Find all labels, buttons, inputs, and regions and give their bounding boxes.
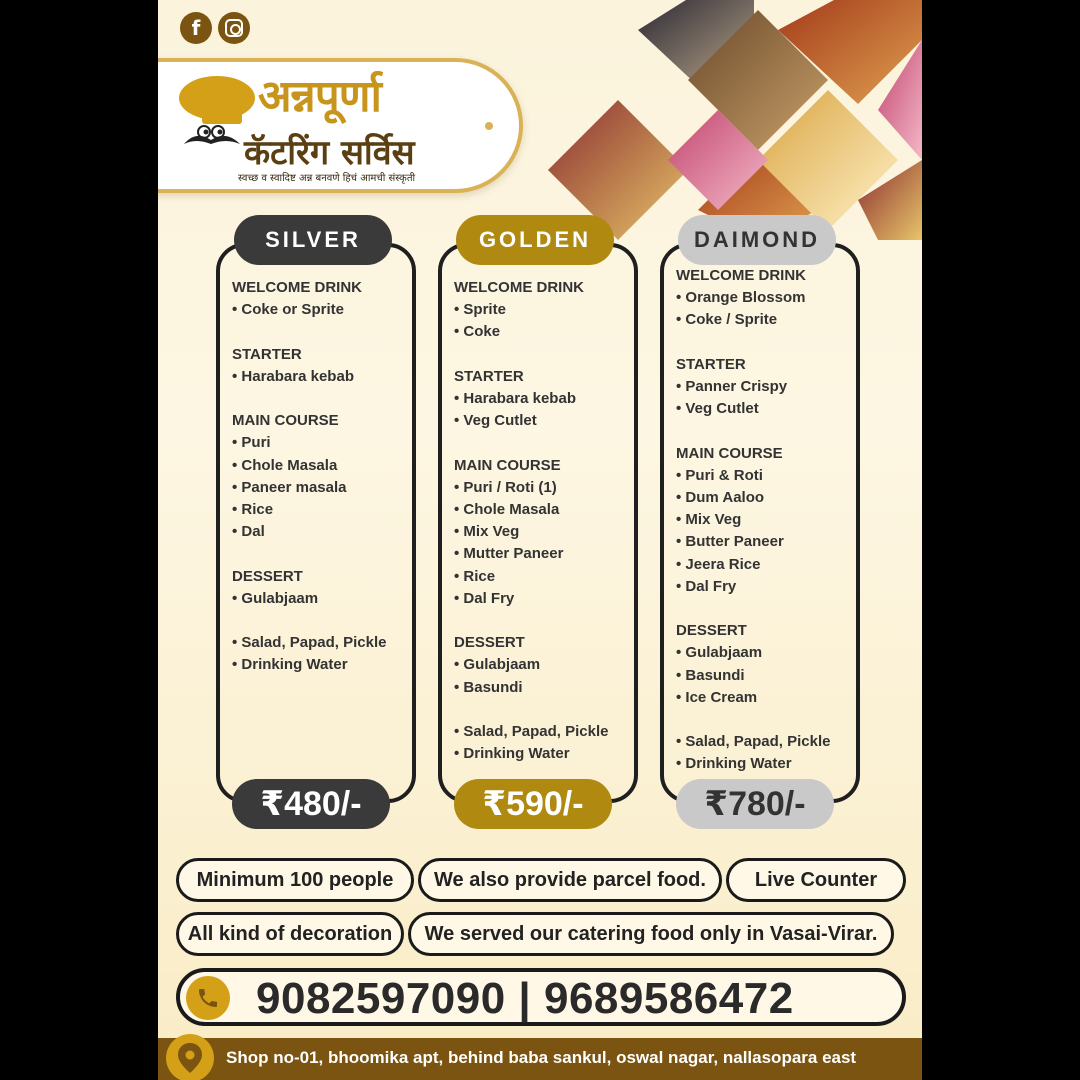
package-menu	[676, 265, 856, 798]
menu-section-heading: DESSERT	[454, 634, 525, 652]
menu-item: • Basundi	[676, 666, 745, 684]
menu-item: • Puri / Roti (1)	[454, 478, 557, 496]
menu-section	[454, 455, 634, 610]
package-menu	[454, 277, 634, 788]
menu-item: • Drinking Water	[454, 745, 570, 763]
menu-section	[454, 632, 634, 699]
menu-item: • Drinking Water	[232, 656, 348, 674]
menu-item: • Rice	[454, 567, 496, 585]
menu-item: • Jeera Rice	[676, 555, 761, 573]
catering-poster	[158, 0, 922, 1080]
facebook-icon[interactable]	[180, 12, 212, 44]
feature-min-people: Minimum 100 people	[176, 858, 414, 902]
feature-service-area: We served our catering food only in Vasai-Virar.	[408, 912, 894, 956]
menu-item: • Coke or Sprite	[232, 301, 344, 319]
menu-item: • Ice Cream	[676, 688, 758, 706]
package-price: ₹590/-	[454, 779, 612, 829]
menu-item: • Gulabjaam	[454, 656, 541, 674]
menu-section	[232, 344, 412, 388]
menu-section-heading: MAIN COURSE	[676, 444, 783, 462]
menu-item: • Harabara kebab	[454, 390, 576, 407]
phone-icon[interactable]	[186, 976, 230, 1020]
menu-item: • Basundi	[454, 678, 523, 696]
phone-bar	[176, 968, 906, 1026]
menu-item: • Veg Cutlet	[454, 412, 537, 430]
phone-numbers[interactable]: 9082597090 | 9689586472	[256, 974, 794, 1023]
address-text: Shop no-01, bhoomika apt, behind baba sankul, oswal nagar, nallasopara east	[226, 1048, 857, 1067]
menu-item: • Mix Veg	[454, 523, 520, 541]
menu-item: • Coke / Sprite	[676, 311, 778, 329]
menu-item: • Mutter Paneer	[454, 545, 564, 563]
menu-section-heading: STARTER	[676, 355, 746, 373]
menu-item: • Rice	[232, 501, 274, 518]
location-pin-icon	[166, 1034, 214, 1080]
menu-section-heading: STARTER	[232, 345, 302, 363]
menu-section	[676, 265, 856, 332]
menu-item: • Dum Aaloo	[676, 489, 765, 506]
menu-section-heading: DESSERT	[232, 567, 303, 585]
feature-decoration: All kind of decoration	[176, 912, 404, 956]
menu-item: • Butter Paneer	[676, 533, 784, 551]
package-title: SILVER	[234, 215, 392, 265]
brand-name-line2: कॅटरिंग सर्विस	[244, 133, 415, 173]
menu-section	[676, 731, 856, 775]
menu-item: • Puri & Roti	[676, 466, 763, 484]
menu-section-heading: WELCOME DRINK	[676, 267, 806, 284]
menu-item: • Orange Blossom	[676, 289, 806, 307]
feature-parcel-food: We also provide parcel food.	[418, 858, 722, 902]
menu-section	[676, 354, 856, 421]
menu-section	[454, 366, 634, 433]
menu-item: • Chole Masala	[454, 501, 560, 518]
menu-item: • Salad, Papad, Pickle	[232, 634, 387, 652]
menu-item: • Dal Fry	[454, 589, 515, 607]
social-links	[180, 12, 250, 44]
menu-item: • Sprite	[454, 301, 506, 319]
menu-item: • Salad, Papad, Pickle	[676, 733, 831, 751]
menu-item: • Coke	[454, 323, 501, 341]
menu-item: • Mix Veg	[676, 511, 742, 529]
menu-section	[676, 620, 856, 709]
menu-section-heading: WELCOME DRINK	[454, 279, 584, 296]
menu-item: • Gulabjaam	[232, 589, 319, 607]
menu-item: • Harabara kebab	[232, 367, 354, 385]
menu-section-heading: MAIN COURSE	[232, 412, 339, 430]
menu-item: • Salad, Papad, Pickle	[454, 723, 609, 740]
menu-item: • Chole Masala	[232, 456, 338, 474]
menu-section	[232, 632, 412, 676]
menu-item: • Dal	[232, 523, 265, 541]
package-title: DAIMOND	[678, 215, 836, 265]
food-photo-collage	[518, 0, 922, 240]
instagram-icon[interactable]	[218, 12, 250, 44]
feature-live-counter: Live Counter	[726, 858, 906, 902]
menu-item: • Paneer masala	[232, 478, 347, 496]
menu-item: • Panner Crispy	[676, 378, 788, 395]
menu-item: • Gulabjaam	[676, 644, 763, 662]
brand-tagline: स्वच्छ व स्वादिष्ट अन्न बनवणे हिचं आमची संस्कृती	[238, 173, 416, 184]
package-menu	[232, 277, 412, 699]
menu-section-heading: DESSERT	[676, 622, 747, 640]
menu-section	[454, 721, 634, 765]
menu-section-heading: WELCOME DRINK	[232, 279, 362, 296]
menu-section	[232, 566, 412, 610]
menu-section	[232, 410, 412, 543]
menu-section-heading: STARTER	[454, 367, 524, 385]
package-price: ₹480/-	[232, 779, 390, 829]
brand-name-line1: अन्नपूर्णा	[258, 71, 381, 122]
package-title: GOLDEN	[456, 215, 614, 265]
menu-section	[676, 443, 856, 598]
menu-item: • Dal Fry	[676, 577, 737, 595]
package-price: ₹780/-	[676, 779, 834, 829]
facebook-glyph: f	[191, 16, 201, 40]
menu-item: • Veg Cutlet	[676, 400, 759, 418]
menu-section	[454, 277, 634, 344]
menu-item: • Puri	[232, 434, 271, 452]
menu-item: • Drinking Water	[676, 755, 792, 773]
menu-section-heading: MAIN COURSE	[454, 456, 561, 474]
menu-section	[232, 277, 412, 321]
